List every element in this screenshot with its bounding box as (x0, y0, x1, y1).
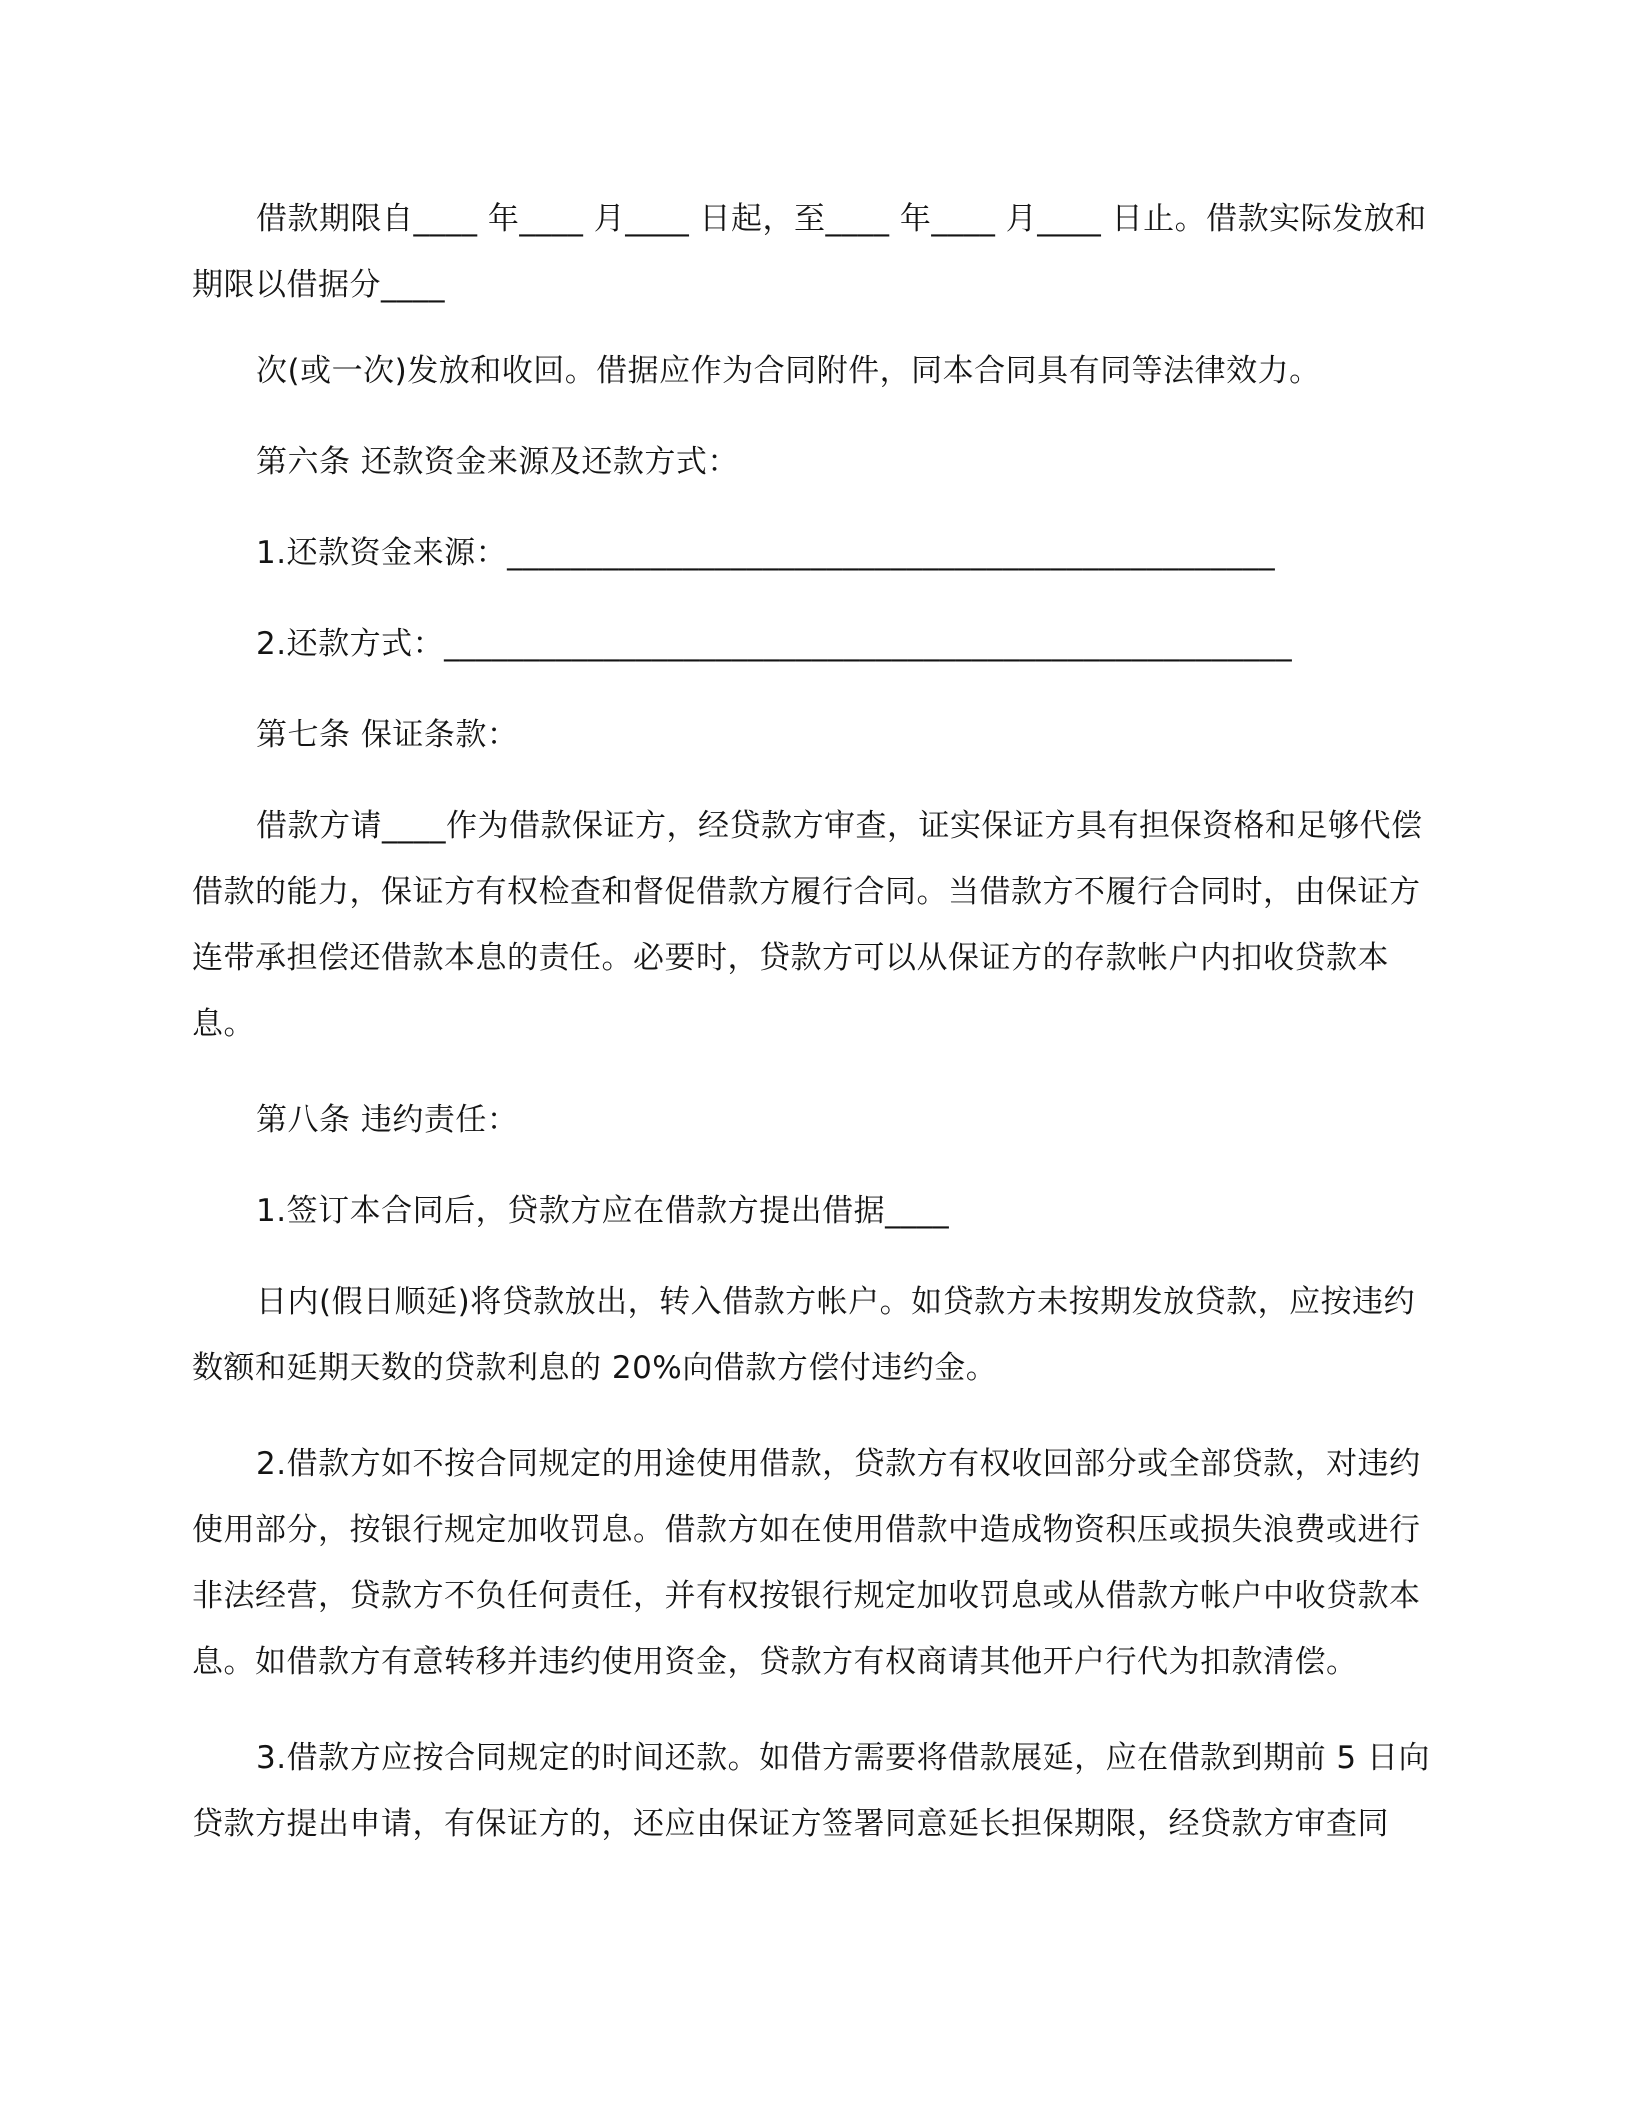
breach-clause-3-paragraph: 3.借款方应按合同规定的时间还款。如借方需要将借款展延，应在借款到期前 5 日向贷款方提出申请，有保证方的，还应由保证方签署同意延长担保期限，经贷款方审查同 (192, 1740, 1431, 1842)
breach-clause-1-paragraph: 日内(假日顺延)将贷款放出，转入借款方帐户。如贷款方未按期发放贷款，应按违约数额和延期天数的贷款利息的 20%向借款方偿付违约金。 (192, 1284, 1416, 1386)
breach-clause-2-paragraph: 2.借款方如不按合同规定的用途使用借款，贷款方有权收回部分或全部贷款，对违约使用部分，按银行规定加收罚息。借款方如在使用借款中造成物资积压或损失浪费或进行非法经营，贷款方不负任何责任，并有权按银行规定加收罚息或从借款方帐户中收贷款本息。如借款方有意转移并违约使用资金，贷款方有权商请其他开户行代为扣款清偿。 (192, 1446, 1421, 1680)
loan-term-paragraph: 借款期限自____ 年____ 月____ 日起，至____ 年____ 月____ 日止。借款实际发放和期限以借据分____ (192, 201, 1427, 303)
article-6-heading: 第六条 还款资金来源及还款方式： (256, 444, 739, 480)
article-7-heading: 第七条 保证条款： (256, 717, 519, 753)
repayment-source-line: 1.还款资金来源：________________________________________________ (256, 535, 1276, 571)
breach-clause-1-line: 1.签订本合同后，贷款方应在借款方提出借据____ (256, 1193, 950, 1229)
guarantee-paragraph: 借款方请____作为借款保证方，经贷款方审查，证实保证方具有担保资格和足够代偿借款的能力，保证方有权检查和督促借款方履行合同。当借款方不履行合同时，由保证方连带承担偿还借款本息的责任。必要时，贷款方可以从保证方的存款帐户内扣收贷款本息。 (192, 808, 1423, 1042)
disbursement-paragraph: 次(或一次)发放和收回。借据应作为合同附件，同本合同具有同等法律效力。 (256, 353, 1321, 389)
article-8-heading: 第八条 违约责任： (256, 1102, 519, 1138)
repayment-method-line: 2.还款方式：_____________________________________________________ (256, 626, 1293, 662)
